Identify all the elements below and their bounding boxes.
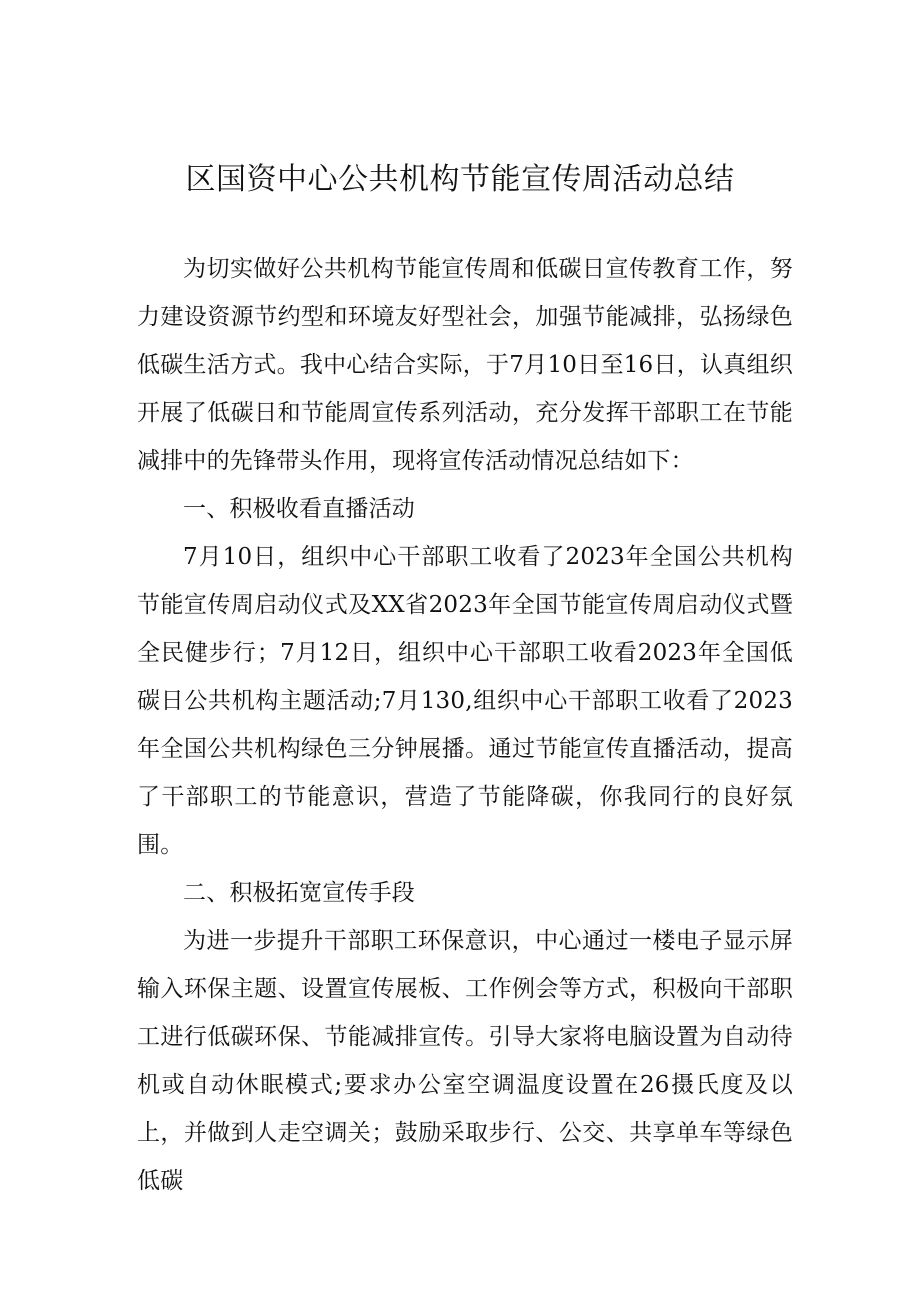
section-2-heading: 二、积极拓宽宣传手段 <box>183 880 415 906</box>
intro-paragraph: 为切实做好公共机构节能宣传周和低碳日宣传教育工作，努力建设资源节约型和环境友好型社会，加强节能减排，弘扬绿色低碳生活方式。我中心结合实际，于7月10日至16日，认真组织开展了低碳日和节能周宣传系列活动，充分发挥干部职工在节能减排中的先锋带头作用，现将宣传活动情况总结如下： <box>137 256 793 474</box>
document-body <box>137 245 793 1205</box>
document-title: 区国资中心公共机构节能宣传周活动总结 <box>185 162 735 197</box>
section-1-paragraph: 7月10日，组织中心干部职工收看了2023年全国公共机构节能宣传周启动仪式及XX省2023年全国节能宣传周启动仪式暨全民健步行；7月12日，组织中心干部职工收看2023年全国低碳日公共机构主题活动;7月130,组织中心干部职工收看了2023年全国公共机构绿色三分钟展播。通过节能宣传直播活动，提高了干部职工的节能意识，营造了节能降碳，你我同行的良好氛围。 <box>137 544 793 858</box>
section-1-heading: 一、积极收看直播活动 <box>183 496 415 522</box>
section-2-paragraph: 为进一步提升干部职工环保意识，中心通过一楼电子显示屏输入环保主题、设置宣传展板、工作例会等方式，积极向干部职工进行低碳环保、节能减排宣传。引导大家将电脑设置为自动待机或自动休眠模式;要求办公室空调温度设置在26摄氏度及以上，并做到人走空调关；鼓励采取步行、公交、共享单车等绿色低碳 <box>137 928 793 1194</box>
